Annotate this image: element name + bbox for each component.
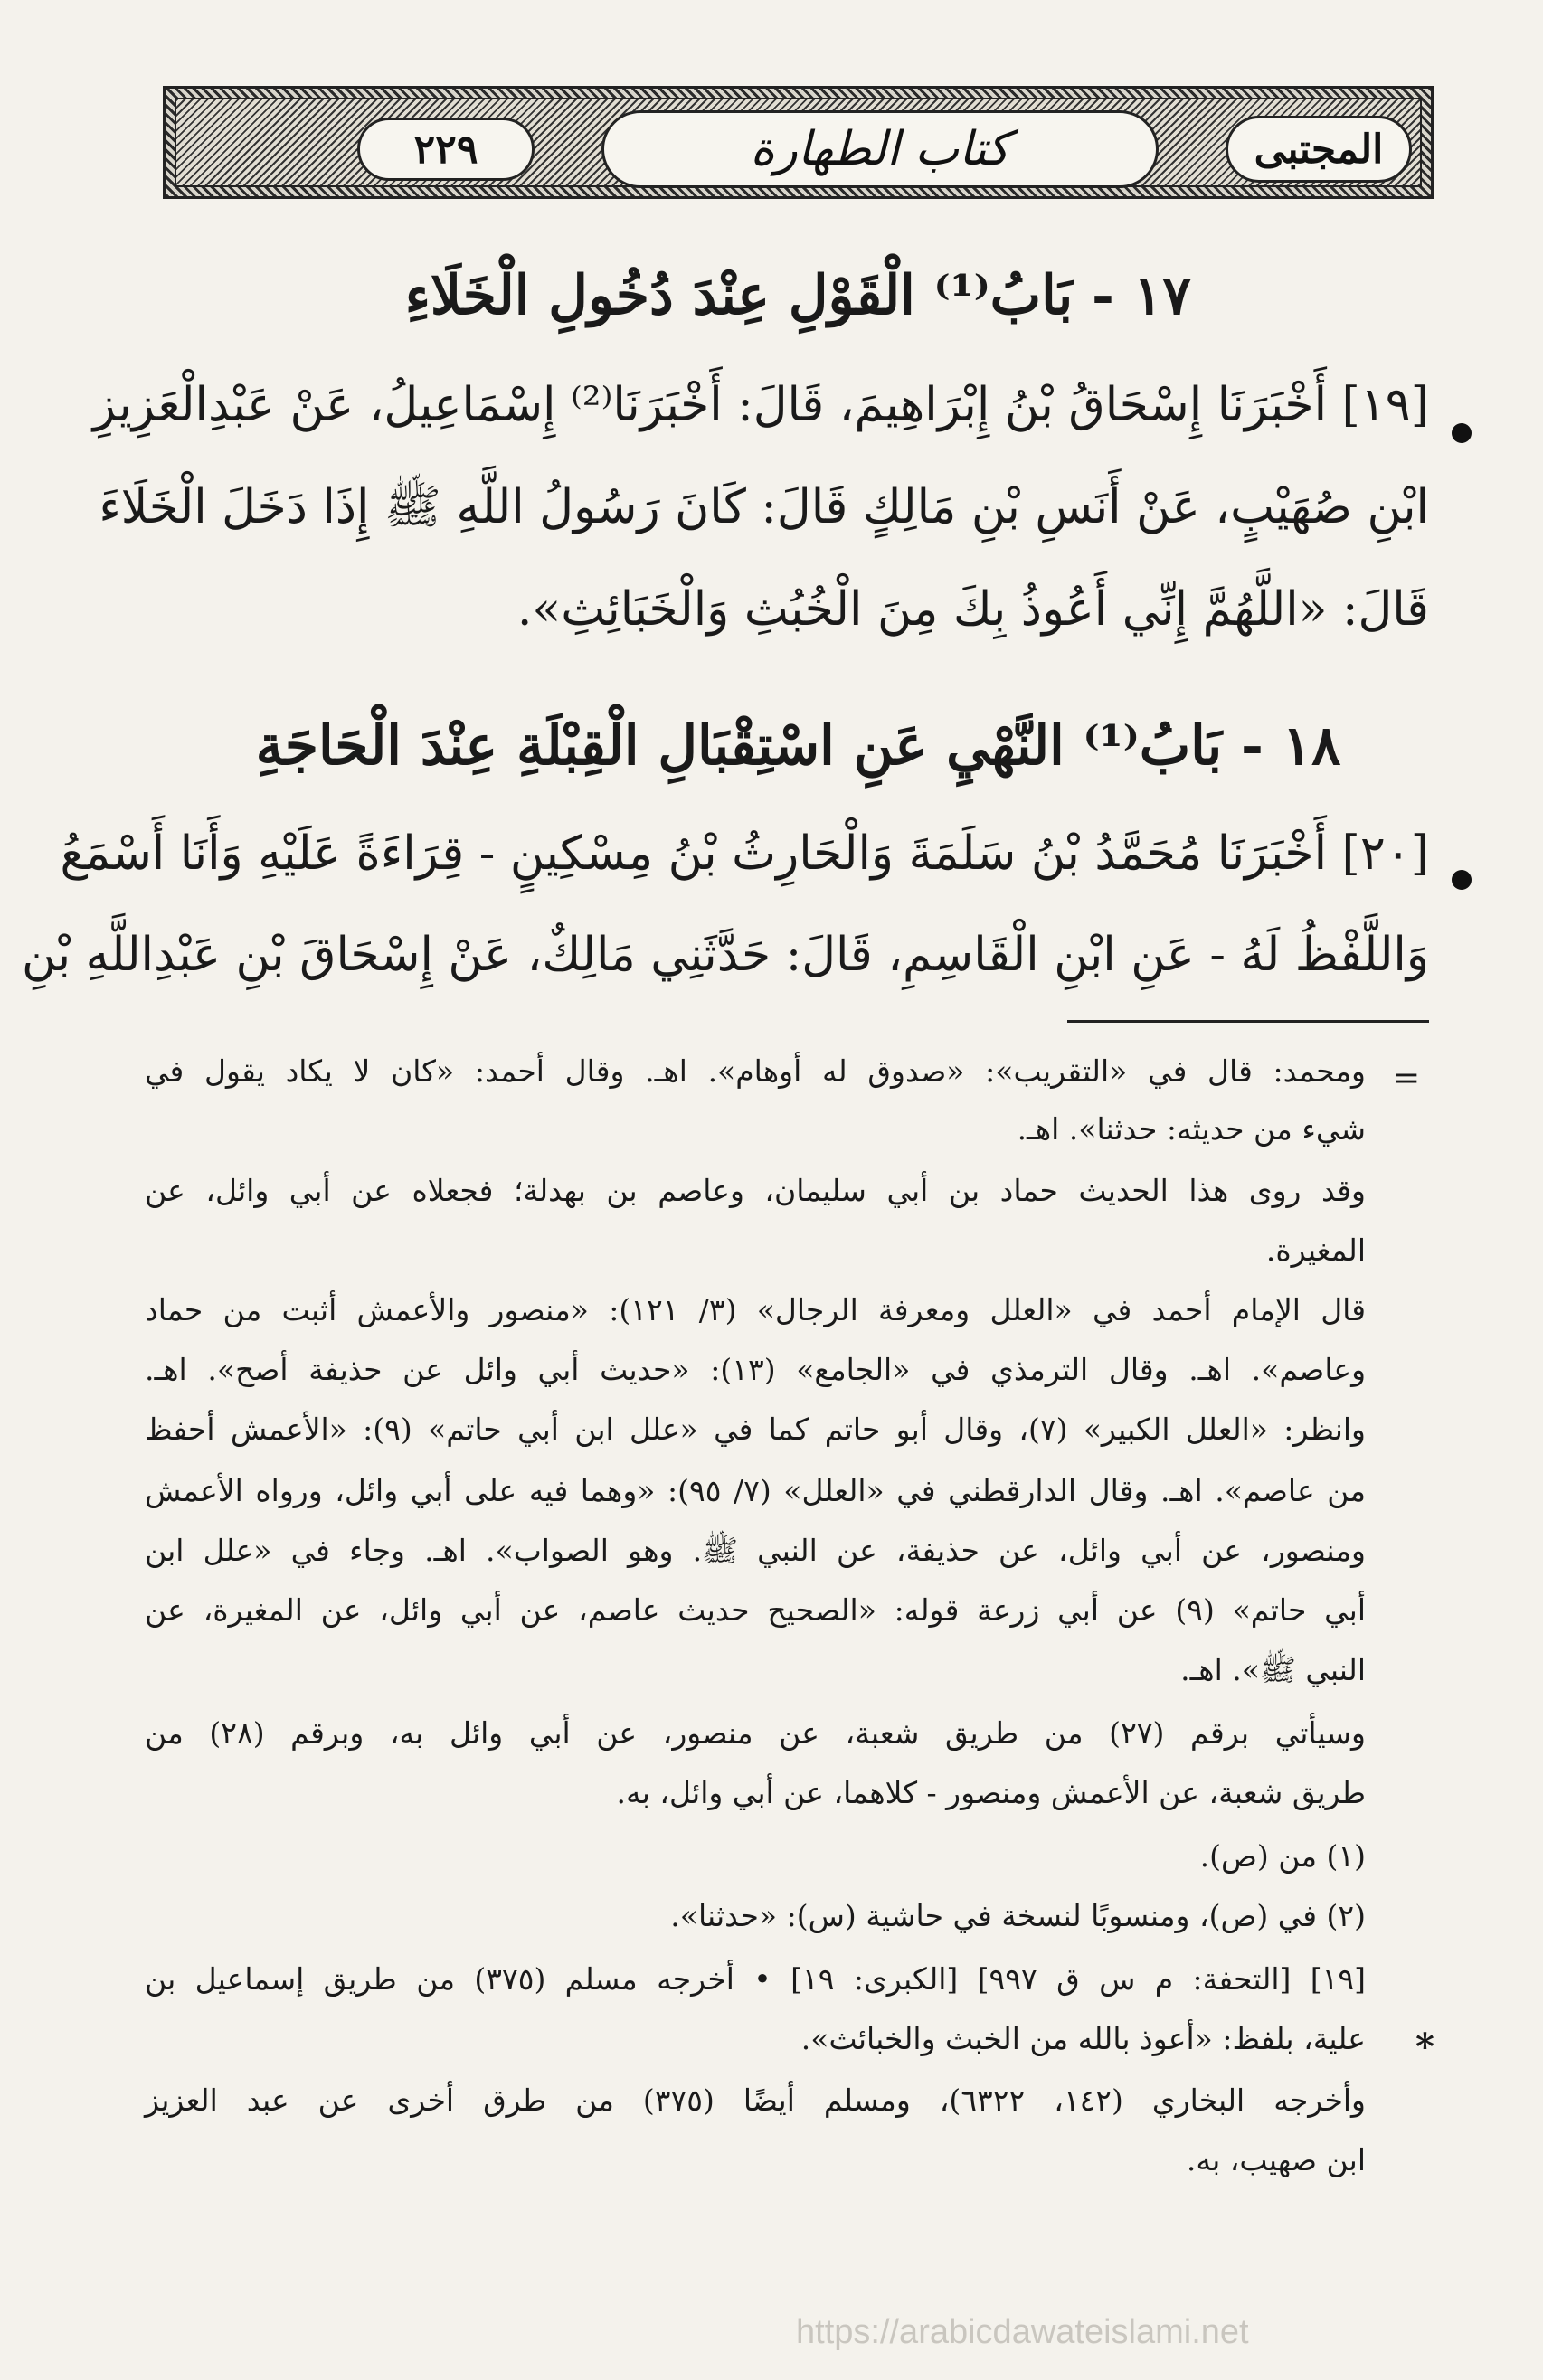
takhrij-line: [١٩] [التحفة: م س ق ٩٩٧] [الكبرى: ١٩] • أخرجه مسلم (٣٧٥) من طريق إسماعيل بن [145, 1961, 1366, 1997]
hadith-19-bullet [1452, 423, 1472, 443]
hadith-19-line-2: ابْنِ صُهَيْبٍ، عَنْ أَنَسِ بْنِ مَالِكٍ قَالَ: كَانَ رَسُولُ اللَّهِ ﷺ إِذَا دَخَلَ الْخَلَاءَ [99, 480, 1429, 534]
footnote-line: طريق شعبة، عن الأعمش ومنصور - كلاهما، عن أبي وائل، به. [616, 1775, 1366, 1810]
footnote-line: قال الإمام أحمد في «العلل ومعرفة الرجال» (٣/ ١٢١): «منصور والأعمش أثبت من حماد [145, 1292, 1366, 1327]
chapter-18-heading: ١٨ - بَابُ⁽¹⁾ النَّهْيِ عَنِ اسْتِقْبَالِ الْقِبْلَةِ عِنْدَ الْحَاجَةِ [255, 714, 1341, 778]
footnote-separator [1067, 1020, 1429, 1023]
footnote-1: (١) من (ص). [1199, 1838, 1366, 1874]
page-header-ornament [163, 86, 1434, 199]
chapter-17-heading: ١٧ - بَابُ⁽¹⁾ الْقَوْلِ عِنْدَ دُخُولِ الْخَلَاءِ [404, 264, 1192, 327]
page-number: ٢٢٩ [357, 118, 535, 181]
footnote-line: وعاصم». اهـ. وقال الترمذي في «الجامع» (١٣): «حديث أبي وائل عن حذيفة أصح». اهـ. [145, 1352, 1367, 1387]
footnote-line: المغيرة. [1265, 1232, 1366, 1268]
footnote-line: وسيأتي برقم (٢٧) من طريق شعبة، عن منصور، عن أبي وائل به، وبرقم (٢٨) من [145, 1715, 1366, 1751]
takhrij-star: * [1415, 2026, 1434, 2068]
hadith-19-line-1: [١٩] أَخْبَرَنَا إِسْحَاقُ بْنُ إِبْرَاهِيمَ، قَالَ: أَخْبَرَنَا⁽²⁾ إِسْمَاعِيلُ، عَنْ عَبْدِالْعَزِيزِ [92, 378, 1429, 432]
footnote-line: وقد روى هذا الحديث حماد بن أبي سليمان، وعاصم بن بهدلة؛ فجعلاه عن أبي وائل، عن [145, 1173, 1366, 1208]
book-section-title: كتاب الطهارة [601, 110, 1159, 188]
footnote-2: (٢) في (ص)، ومنسوبًا لنسخة في حاشية (س): «حدثنا». [670, 1898, 1366, 1933]
hadith-19-line-3: قَالَ: «اللَّهُمَّ إِنِّي أَعُوذُ بِكَ مِنَ الْخُبُثِ وَالْخَبَائِثِ». [516, 582, 1429, 637]
hadith-20-bullet [1452, 870, 1472, 890]
hadith-20-line-1: [٢٠] أَخْبَرَنَا مُحَمَّدُ بْنُ سَلَمَةَ وَالْحَارِثُ بْنُ مِسْكِينٍ - قِرَاءَةً عَلَيْهِ وَأَنَا أَسْمَعُ [60, 826, 1429, 881]
continuation-mark: = [1393, 1060, 1421, 1097]
watermark-url: https://arabicdawateislami.net [796, 2313, 1249, 2351]
hadith-20-line-2: وَاللَّفْظُ لَهُ - عَنِ ابْنِ الْقَاسِمِ، قَالَ: حَدَّثَنِي مَالِكٌ، عَنْ إِسْحَاقَ بْنِ عَبْدِاللَّهِ بْنِ [22, 928, 1429, 982]
footnote-line: أبي حاتم» (٩) عن أبي زرعة قوله: «الصحيح حديث عاصم، عن أبي وائل، عن المغيرة، عن [145, 1592, 1366, 1628]
footnote-line: شيء من حديثه: حدثنا». اهـ. [1017, 1111, 1366, 1147]
takhrij-line: ابن صهيب، به. [1186, 2142, 1366, 2177]
footnote-line: ومنصور، عن أبي وائل، عن حذيفة، عن النبي ﷺ. وهو الصواب». اهـ. وجاء في «علل ابن [145, 1533, 1366, 1568]
footnote-line: ومحمد: قال في «التقريب»: «صدوق له أوهام». اهـ. وقال أحمد: «كان لا يكاد يقول في [145, 1053, 1366, 1089]
header-inner-border [175, 98, 1422, 187]
takhrij-line: علية، بلفظ: «أعوذ بالله من الخبث والخبائث». [800, 2021, 1366, 2056]
footnote-line: وانظر: «العلل الكبير» (٧)، وقال أبو حاتم كما في «علل ابن أبي حاتم» (٩): «الأعمش أحفظ [145, 1412, 1366, 1447]
book-name: المجتبى [1226, 116, 1412, 183]
footnote-line: النبي ﷺ». اهـ. [1180, 1652, 1366, 1687]
footnote-line: من عاصم». اهـ. وقال الدارقطني في «العلل» (٧/ ٩٥): «وهما فيه على أبي وائل، ورواه الأعمش [145, 1473, 1367, 1508]
takhrij-line: وأخرجه البخاري (١٤٢، ٦٣٢٢)، ومسلم أيضًا (٣٧٥) من طرق أخرى عن عبد العزيز [145, 2082, 1366, 2118]
